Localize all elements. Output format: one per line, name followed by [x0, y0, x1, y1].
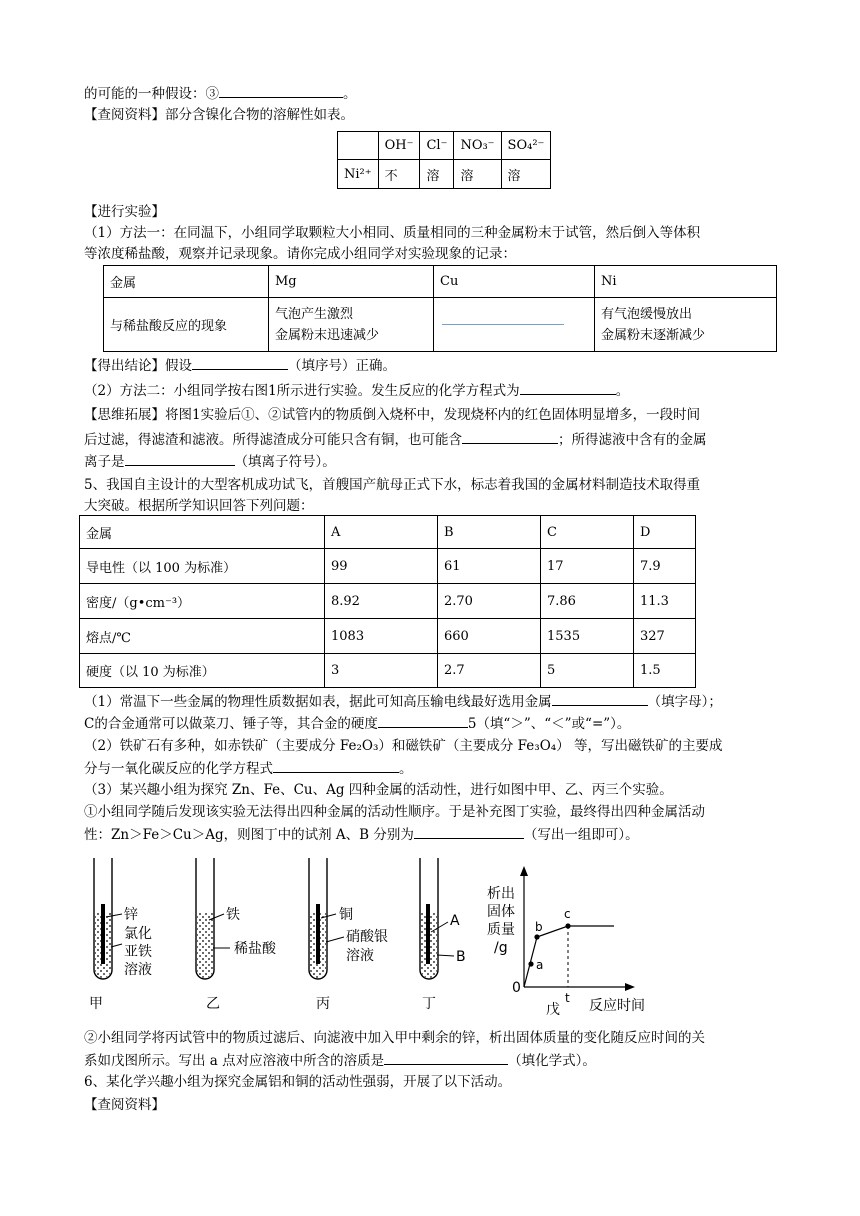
table-cell: 溶	[420, 160, 454, 189]
svg-text:析出: 析出	[487, 886, 515, 902]
answer-blank[interactable]	[414, 825, 524, 839]
text-line: （1）常温下一些金属的物理性质数据如表，据此可知高压输电线最好选用金属 （填字母）；	[84, 694, 722, 710]
text-line: 系如戊图所示。写出 a 点对应溶液中所含的溶质是 （填化学式）。	[84, 1053, 596, 1069]
table-header: A	[325, 516, 438, 549]
answer-blank[interactable]	[192, 356, 288, 370]
solubility-table	[337, 131, 551, 189]
svg-text:c: c	[564, 907, 571, 921]
text-line: ①小组同学随后发现该实验无法得出四种金属的活动性顺序。于是补充图丁实验，最终得出四种金属活动	[84, 804, 705, 820]
text-line: （1）方法一：在同温下，小组同学取颗粒大小相同、质量相同的三种金属粉末于试管，然后倒入等体积	[84, 225, 701, 241]
graph-wu	[487, 866, 645, 1018]
text-line: 的可能的一种假设：③ 。	[84, 86, 357, 102]
text-line: （3）某兴趣小组为探究 Zn、Fe、Cu、Ag 四种金属的活动性，进行如图中甲、乙、丙三个实验。	[84, 782, 673, 798]
svg-text:锌: 锌	[124, 907, 138, 923]
table-row-label: Ni²⁺	[338, 160, 379, 189]
svg-text:稀盐酸: 稀盐酸	[234, 941, 276, 957]
metal-properties-table	[79, 515, 696, 688]
svg-text:t: t	[565, 991, 570, 1005]
svg-text:甲: 甲	[89, 996, 103, 1012]
table-header: B	[438, 516, 541, 549]
section-heading: 【查阅资料】	[84, 1097, 165, 1113]
svg-text:铁: 铁	[226, 907, 240, 923]
table-header: C	[541, 516, 634, 549]
svg-text:反应时间: 反应时间	[589, 998, 645, 1014]
text-line: （2）方法二：小组同学按右图1所示进行实验。发生反应的化学方程式为 。	[84, 383, 630, 399]
table-header: OH⁻	[378, 132, 420, 160]
text-line: C的合金通常可以做菜刀、锤子等，其合金的硬度 5（填“＞”、“＜”或“=”）。	[84, 716, 631, 732]
test-tube-ding	[420, 858, 466, 1012]
table-header: NO₃⁻	[454, 132, 501, 160]
table-row: 硬度（以 10 为标准） 3 2.7 5 1.5	[80, 654, 696, 688]
text-line: ②小组同学将丙试管中的物质过滤后、向滤液中加入甲中剩余的锌，析出固体质量的变化随反应时间的关	[84, 1030, 705, 1046]
text-line: 等浓度稀盐酸，观察并记录现象。请你完成小组同学对实验现象的记录：	[84, 246, 516, 262]
svg-text:a: a	[536, 958, 544, 972]
text-line: 离子是 （填离子符号）。	[84, 454, 336, 470]
svg-text:A: A	[450, 913, 460, 929]
svg-text:氯化: 氯化	[124, 926, 152, 942]
svg-text:b: b	[535, 920, 543, 934]
svg-text:/g: /g	[494, 940, 508, 956]
table-row: 密度/（g•cm⁻³） 8.92 2.70 7.86 11.3	[80, 584, 696, 619]
question-text: 6、某化学兴趣小组为探究金属铝和铜的活动性强弱，开展了以下活动。	[84, 1074, 512, 1090]
table-cell: 溶	[454, 160, 501, 189]
table-cell	[338, 132, 379, 160]
table-cell: 溶	[501, 160, 551, 189]
svg-text:乙: 乙	[206, 996, 220, 1012]
section-heading: 【查阅资料】部分含镍化合物的溶解性如表。	[84, 107, 354, 123]
svg-text:丙: 丙	[316, 996, 330, 1012]
answer-blank[interactable]	[442, 324, 564, 325]
text-line: 性：Zn＞Fe＞Cu＞Ag，则图丁中的试剂 A、B 分别为 （写出一组即可）。	[84, 827, 639, 843]
section-heading: 【进行实验】	[84, 204, 165, 220]
table-header: 金属	[80, 516, 325, 549]
answer-cell[interactable]	[434, 298, 595, 352]
answer-blank[interactable]	[384, 1051, 508, 1065]
text-line: （2）铁矿石有多种，如赤铁矿（主要成分 Fe₂O₃）和磁铁矿（主要成分 Fe₃O₄） 等，写出磁铁矿的主要成	[84, 738, 723, 754]
table-cell: 有气泡缓慢放出 金属粉末逐渐减少	[595, 298, 777, 352]
text-line: 大突破。根据所学知识回答下列问题：	[84, 498, 314, 514]
table-header: Cl⁻	[420, 132, 454, 160]
table-header: D	[634, 516, 696, 549]
table-cell: 气泡产生激烈 金属粉末迅速减少	[269, 298, 434, 352]
svg-text:铜: 铜	[339, 907, 353, 923]
svg-text:硝酸银: 硝酸银	[346, 929, 388, 945]
answer-blank[interactable]	[219, 84, 343, 98]
test-tube-yi	[196, 858, 277, 1012]
table-row: 导电性（以 100 为标准） 99 61 17 7.9	[80, 549, 696, 584]
svg-text:溶液: 溶液	[124, 962, 152, 978]
table-header: Ni	[595, 266, 777, 298]
table-header: Mg	[269, 266, 434, 298]
answer-blank[interactable]	[520, 381, 616, 395]
answer-blank[interactable]	[552, 692, 648, 706]
answer-blank[interactable]	[273, 759, 399, 773]
svg-text:B: B	[456, 949, 466, 965]
experiment-table	[103, 265, 777, 352]
table-header: SO₄²⁻	[501, 132, 551, 160]
svg-text:质量: 质量	[487, 922, 515, 938]
text-line: 分与一氧化碳反应的化学方程式 。	[84, 761, 413, 777]
test-tube-bing	[309, 858, 388, 1012]
table-header: Cu	[434, 266, 595, 298]
svg-text:丁: 丁	[422, 996, 436, 1012]
svg-text:溶液: 溶液	[346, 948, 374, 964]
question-text: 5、我国自主设计的大型客机成功试飞，首艘国产航母正式下水，标志着我国的金属材料制造技术取得重	[84, 477, 701, 493]
text-line: 【思维拓展】将图1实验后①、②试管内的物质倒入烧杯中，发现烧杯内的红色固体明显增多，一段时间	[84, 407, 701, 423]
test-tube-jia	[89, 858, 152, 1012]
table-row: 熔点/℃ 1083 660 1535 327	[80, 619, 696, 654]
svg-text:0: 0	[512, 980, 521, 996]
table-cell: 不	[378, 160, 420, 189]
table-header: 金属	[104, 266, 269, 298]
answer-blank[interactable]	[378, 714, 468, 728]
answer-blank[interactable]	[125, 452, 235, 466]
answer-blank[interactable]	[462, 430, 558, 444]
svg-text:固体: 固体	[487, 904, 515, 920]
experiment-figure	[84, 852, 684, 1020]
text-line: 【得出结论】假设 （填序号）正确。	[84, 358, 396, 374]
table-row-label: 与稀盐酸反应的现象	[104, 298, 269, 352]
text-line: 后过滤，得滤渣和滤液。所得滤渣成分可能只含有铜，也可能含 ；所得滤液中含有的金属	[84, 432, 707, 448]
svg-text:亚铁: 亚铁	[124, 944, 152, 960]
svg-text:戊: 戊	[546, 1002, 560, 1018]
